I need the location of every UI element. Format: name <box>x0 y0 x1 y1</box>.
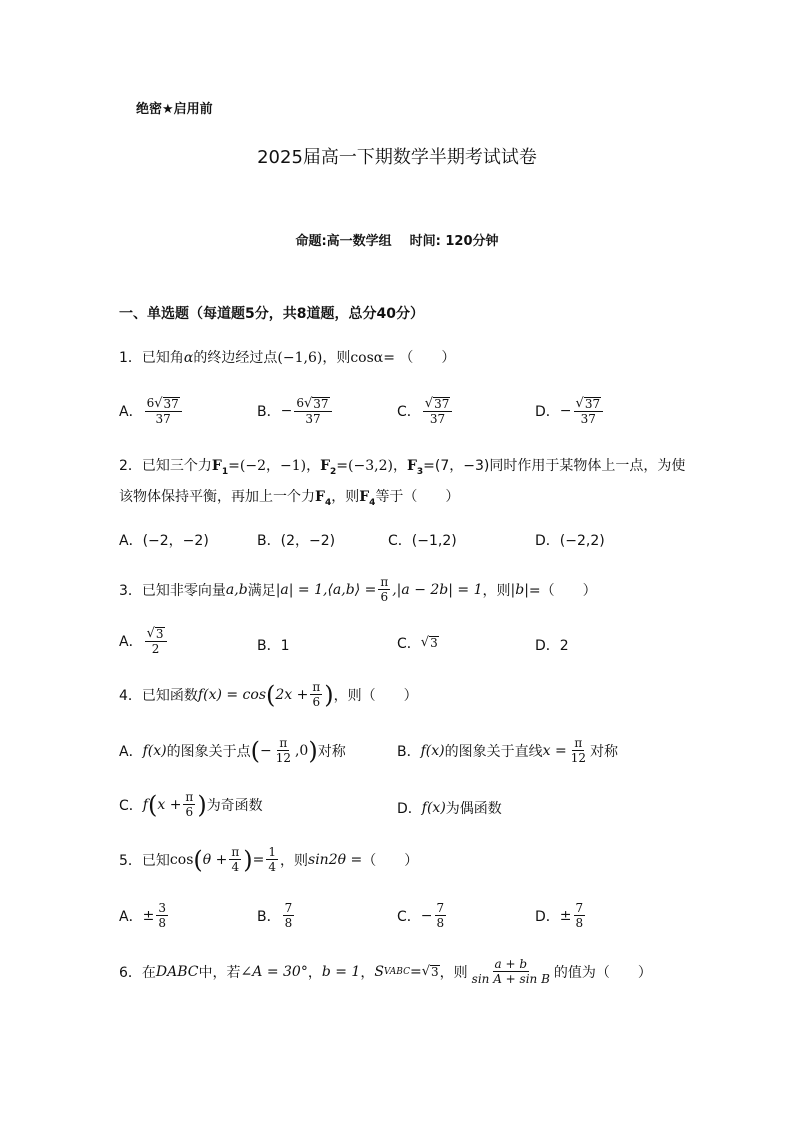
question-5-option-a[interactable]: A． ± $\frac{3}{8}$ <box>119 901 166 930</box>
question-5-stem: 5．已知 cos ( θ + $\frac{\pi}{4}$ ) = $\frac{1}{4}$ ，则 sin2θ = （ ） <box>119 845 419 874</box>
question-3-stem: 3．已知非零向量 a,b 满足 |a| = 1, ⟨a,b⟩ = $\frac{\pi}{6}$ ,|a − 2b| = 1 ，则 |b| =（ ） <box>119 575 597 604</box>
question-6-stem: 6．在 DABC 中，若 ∠A = 30° ， b = 1 ， S VABC = √ 3 ，则 $\frac{a + b}{\text{sin A + sin B}}$ 的值为（ ） <box>119 957 652 986</box>
section-title: 一、单选题（每道题5分，共8道题，总分40分） <box>119 306 424 322</box>
time-label: 时间: 120分钟 <box>409 234 499 249</box>
question-1-option-b[interactable]: B． − 6 √ 37 37 <box>257 396 334 426</box>
question-3-option-a[interactable]: A． √ 3 2 <box>119 626 169 656</box>
question-5-option-c[interactable]: C． − $\frac{7}{8}$ <box>397 901 445 930</box>
question-4-stem: 4．已知函数 f(x) = cos ( 2x + $\frac{\pi}{6}$ ) ，则（ ） <box>119 680 418 709</box>
question-2-option-b[interactable]: B．(2，−2) <box>257 533 336 549</box>
question-1-option-c[interactable]: C． √ 37 37 <box>397 396 454 426</box>
question-1-stem: 1．已知角α的终边经过点(−1,6)，则cosα= （ ） <box>119 350 456 366</box>
question-4-option-a[interactable]: A． f(x) 的图象关于点 ( − $\frac{\pi}{12}$ ,0 ) 对称 <box>119 736 346 765</box>
exam-meta <box>0 230 794 249</box>
question-3-option-c[interactable]: C． √ 3 <box>397 635 438 652</box>
question-3-option-d[interactable]: D．2 <box>535 638 569 654</box>
question-4-option-d[interactable]: D． f(x) 为偶函数 <box>397 800 502 817</box>
question-4-option-b[interactable]: B． f(x) 的图象关于直线 x = $\frac{\pi}{12}$ 对称 <box>397 736 618 765</box>
question-5-option-b[interactable]: B． $\frac{7}{8}$ <box>257 901 293 930</box>
question-2-option-a[interactable]: A．(−2，−2) <box>119 533 209 549</box>
question-2-stem-line2: 该物体保持平衡，再加上一个力$F_4$，则$F_4$等于（ ） <box>119 489 460 508</box>
question-1-option-a[interactable]: A． 6 √ 37 37 <box>119 396 184 426</box>
question-2-stem-line1: 2．已知三个力$F_1=(-2$，−1)，$F_2=(-3,2)$，$F_3=(7$，−3)同时作用于某物体上一点，为使 <box>119 458 686 477</box>
question-2-option-c[interactable]: C．(−1,2) <box>388 533 457 549</box>
confidential-label: 绝密★启用前 <box>136 102 213 117</box>
question-2-option-d[interactable]: D．(−2,2) <box>535 533 605 549</box>
question-5-option-d[interactable]: D． ± $\frac{7}{8}$ <box>535 901 584 930</box>
exam-title: 2025届高一下期数学半期考试试卷 <box>257 147 537 168</box>
question-4-option-c[interactable]: C． f ( x + $\frac{\pi}{6}$ ) 为奇函数 <box>119 790 263 819</box>
author-label: 命题:高一数学组 <box>295 234 392 249</box>
question-3-option-b[interactable]: B．1 <box>257 638 290 654</box>
question-1-option-d[interactable]: D． − √ 37 37 <box>535 396 605 426</box>
